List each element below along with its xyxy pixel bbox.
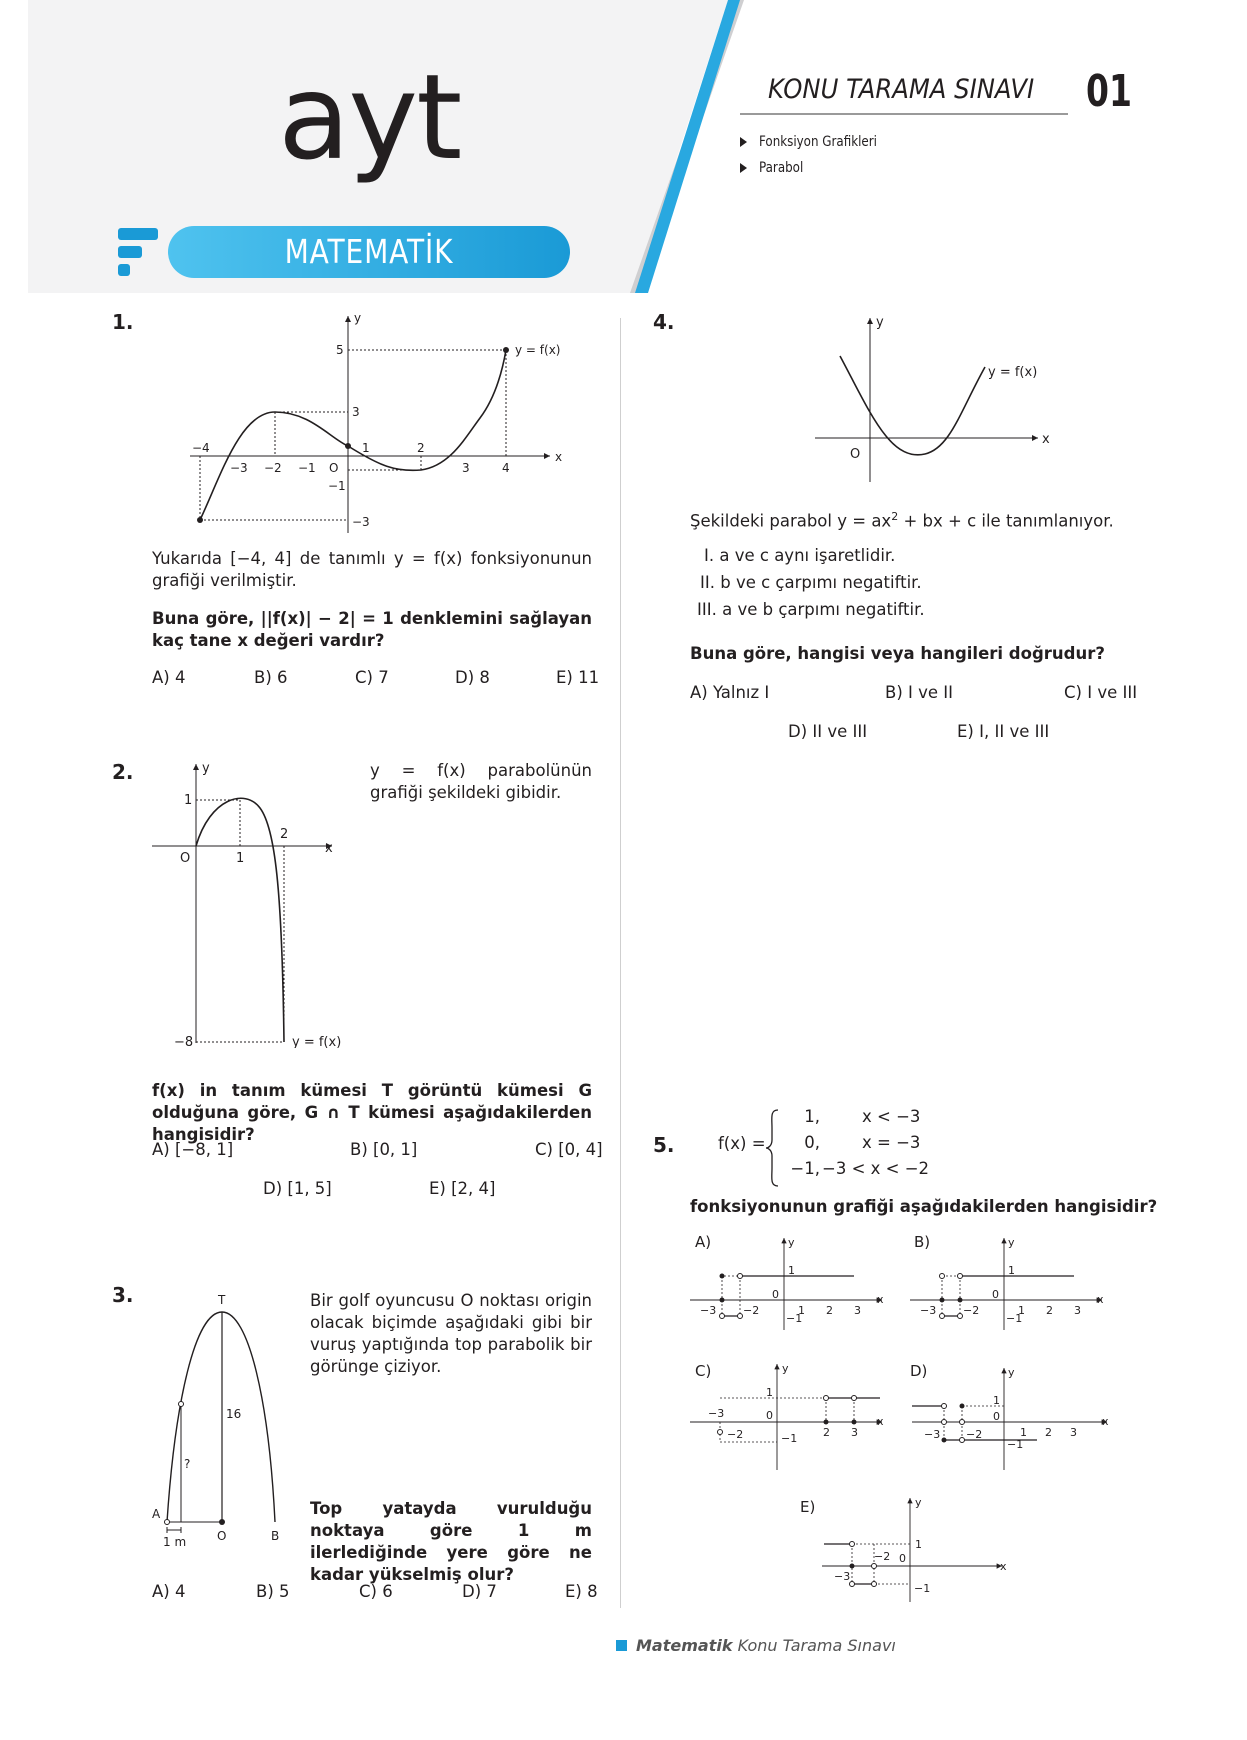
triangle-bullet-icon (740, 137, 747, 147)
svg-text:−3: −3 (700, 1304, 717, 1317)
brand-logo: ayt (278, 48, 461, 186)
q1-question: Buna göre, ||f(x)| − 2| = 1 denklemini sağlayan kaç tane x değeri vardır? (152, 609, 592, 650)
option-e[interactable]: E) [2, 4] (429, 1179, 496, 1198)
option-c[interactable]: C) 7 (355, 668, 389, 687)
q5-question: fonksiyonunun grafiği aşağıdakilerden hangisidir? (690, 1197, 1158, 1216)
triangle-bullet-icon (740, 163, 747, 173)
case-value: 0, (804, 1133, 820, 1152)
question-number: 4. (653, 310, 675, 334)
svg-text:−3: −3 (924, 1428, 941, 1441)
svg-text:−3: −3 (352, 515, 370, 529)
q4-question: Buna göre, hangisi veya hangileri doğrudur? (690, 644, 1105, 663)
option-a[interactable]: A) 4 (152, 668, 186, 687)
svg-text:x: x (1102, 1415, 1109, 1428)
svg-text:−2: −2 (966, 1428, 983, 1441)
topic-list (740, 130, 898, 180)
case-condition: −3 < x < −2 (822, 1159, 930, 1178)
svg-text:3: 3 (352, 405, 360, 419)
option-a-graph[interactable] (690, 1236, 890, 1332)
svg-text:3: 3 (1074, 1304, 1081, 1317)
exam-title: KONU TARAMA SINAVI (768, 74, 1035, 105)
q2-graph (150, 758, 350, 1048)
question-number: 5. (653, 1133, 675, 1157)
statement-2: II. b ve c çarpımı negatiftir. (700, 573, 922, 592)
svg-text:1: 1 (915, 1538, 922, 1551)
svg-text:y: y (1008, 1236, 1015, 1249)
svg-text:−3: −3 (708, 1407, 725, 1420)
svg-text:1: 1 (788, 1264, 795, 1277)
option-d[interactable]: D) II ve III (788, 722, 868, 741)
footer-square-icon (616, 1640, 627, 1651)
svg-text:2: 2 (417, 441, 425, 455)
option-c-label[interactable]: C) (695, 1362, 712, 1380)
statement-1: I. a ve c aynı işaretlidir. (704, 546, 896, 565)
brand-mark-icon (118, 228, 160, 278)
q1-graph (180, 308, 580, 538)
column-divider (620, 318, 621, 1608)
title-underline (740, 113, 1068, 115)
q3-graph (145, 1282, 305, 1552)
svg-text:y: y (1008, 1366, 1015, 1379)
q1-text: Yukarıda [−4, 4] de tanımlı y = f(x) fonksiyonunun grafiği verilmiştir. (152, 549, 592, 590)
svg-text:x: x (877, 1293, 884, 1306)
svg-text:16: 16 (226, 1407, 242, 1421)
svg-text:−3: −3 (920, 1304, 937, 1317)
svg-text:−1: −1 (298, 461, 316, 475)
option-e[interactable]: E) 11 (556, 668, 600, 687)
svg-text:−2: −2 (874, 1550, 891, 1563)
option-b[interactable]: B) I ve II (885, 683, 954, 702)
svg-text:1: 1 (236, 851, 245, 866)
footer-text: Matematik Konu Tarama Sınavı (636, 1636, 896, 1655)
svg-text:−3: −3 (230, 461, 248, 475)
svg-text:−1: −1 (786, 1312, 803, 1325)
svg-text:2: 2 (1045, 1426, 1052, 1439)
svg-text:x: x (1000, 1560, 1007, 1573)
svg-text:−1: −1 (781, 1432, 798, 1445)
option-d-label[interactable]: D) (910, 1362, 928, 1380)
option-c[interactable]: C) [0, 4] (535, 1140, 603, 1159)
option-b[interactable]: B) 5 (256, 1582, 290, 1601)
svg-text:x: x (877, 1415, 884, 1428)
svg-text:−1: −1 (1007, 1438, 1024, 1451)
x-axis-label: x (555, 450, 563, 464)
svg-text:y: y (915, 1496, 922, 1509)
option-d-graph[interactable] (912, 1362, 1122, 1472)
svg-text:−2: −2 (264, 461, 282, 475)
svg-text:−2: −2 (743, 1304, 760, 1317)
option-e-graph[interactable] (822, 1494, 1012, 1604)
svg-text:T: T (218, 1293, 226, 1307)
curve-label: y = f(x) (515, 343, 561, 357)
svg-text:1: 1 (184, 793, 193, 808)
option-b-label[interactable]: B) (914, 1233, 931, 1251)
svg-text:−2: −2 (963, 1304, 980, 1317)
svg-text:1: 1 (766, 1386, 773, 1399)
option-a[interactable]: A) [−8, 1] (152, 1140, 234, 1159)
svg-text:1 m: 1 m (163, 1535, 187, 1549)
case-condition: x < −3 (862, 1107, 921, 1126)
svg-text:B: B (271, 1529, 280, 1543)
svg-text:−2: −2 (727, 1428, 744, 1441)
option-e-label[interactable]: E) (800, 1498, 816, 1516)
option-e[interactable]: E) 8 (565, 1582, 598, 1601)
case-value: −1, (790, 1159, 820, 1178)
option-c-graph[interactable] (690, 1362, 890, 1472)
svg-text:y: y (876, 315, 884, 330)
svg-text:4: 4 (502, 461, 510, 475)
option-d[interactable]: D) 8 (455, 668, 490, 687)
topic-item: Parabol (740, 156, 898, 180)
case-value: 1, (804, 1107, 820, 1126)
svg-text:0: 0 (993, 1410, 1000, 1423)
svg-text:1: 1 (1018, 1304, 1025, 1317)
option-a-label[interactable]: A) (695, 1233, 712, 1251)
subject-label: MATEMATİK (284, 232, 454, 271)
svg-text:y = f(x): y = f(x) (988, 365, 1038, 380)
svg-text:−1: −1 (1006, 1312, 1023, 1325)
statement-3: III. a ve b çarpımı negatiftir. (697, 600, 925, 619)
function-label: f(x) = (718, 1134, 766, 1153)
svg-text:0: 0 (992, 1288, 999, 1301)
svg-text:2: 2 (280, 827, 289, 842)
topic-item: Fonksiyon Grafikleri (740, 130, 898, 154)
svg-text:O: O (850, 447, 861, 462)
q3-text: Bir golf oyuncusu O noktası origin olacak biçimde aşağıdaki gibi bir vuruş yaptığında top parabolik bir görünge çiziyor. (310, 1291, 592, 1376)
option-b-graph[interactable] (910, 1236, 1110, 1332)
svg-text:3: 3 (1070, 1426, 1077, 1439)
svg-text:3: 3 (854, 1304, 861, 1317)
q2-question: f(x) in tanım kümesi T görüntü kümesi G olduğuna göre, G ∩ T kümesi aşağıdakilerden hangisidir? (152, 1081, 592, 1144)
option-a[interactable]: A) Yalnız I (690, 683, 770, 702)
svg-text:x: x (1042, 432, 1050, 447)
y-axis-label: y (354, 311, 362, 325)
svg-text:0: 0 (899, 1552, 906, 1565)
svg-text:?: ? (184, 1457, 191, 1471)
svg-text:x: x (1097, 1293, 1104, 1306)
svg-text:x: x (325, 841, 333, 856)
svg-text:O: O (217, 1529, 227, 1543)
svg-text:3: 3 (462, 461, 470, 475)
option-e[interactable]: E) I, II ve III (957, 722, 1050, 741)
svg-text:0: 0 (772, 1288, 779, 1301)
option-a[interactable]: A) 4 (152, 1582, 186, 1601)
svg-text:−4: −4 (192, 441, 210, 455)
svg-text:A: A (152, 1507, 161, 1521)
case-condition: x = −3 (862, 1133, 921, 1152)
svg-text:2: 2 (823, 1426, 830, 1439)
svg-text:y: y (782, 1362, 789, 1375)
question-number: 2. (112, 760, 134, 784)
svg-text:2: 2 (1046, 1304, 1053, 1317)
q4-text: Şekildeki parabol $y = ax^2$ + bx + c ile tanımlanıyor. (690, 510, 1114, 531)
svg-text:1: 1 (798, 1304, 805, 1317)
svg-text:3: 3 (851, 1426, 858, 1439)
svg-text:y = f(x): y = f(x) (292, 1035, 342, 1048)
option-d[interactable]: D) [1, 5] (263, 1179, 332, 1198)
svg-text:5: 5 (336, 343, 344, 357)
svg-text:−8: −8 (174, 1035, 194, 1048)
svg-text:1: 1 (993, 1394, 1000, 1407)
svg-text:1: 1 (362, 441, 370, 455)
origin-label: O (329, 461, 339, 475)
svg-text:y: y (202, 761, 210, 776)
svg-text:y: y (788, 1236, 795, 1249)
exam-number: 01 (1086, 66, 1132, 117)
option-c[interactable]: C) 6 (359, 1582, 393, 1601)
q3-question: Top yatayda vurulduğu noktaya göre 1 m ilerlediğinde yere göre ne kadar yükselmiş olur? (310, 1499, 592, 1584)
svg-text:1: 1 (1020, 1426, 1027, 1439)
option-d[interactable]: D) 7 (462, 1582, 497, 1601)
q4-graph (810, 312, 1060, 487)
svg-text:O: O (180, 851, 191, 866)
question-number: 3. (112, 1283, 134, 1307)
svg-text:−1: −1 (914, 1582, 931, 1595)
svg-text:1: 1 (1008, 1264, 1015, 1277)
q2-text: y = f(x) parabolünün grafiği şekildeki gibidir. (370, 761, 592, 802)
svg-text:2: 2 (826, 1304, 833, 1317)
svg-text:0: 0 (766, 1409, 773, 1422)
option-b[interactable]: B) [0, 1] (350, 1140, 418, 1159)
option-b[interactable]: B) 6 (254, 668, 288, 687)
option-c[interactable]: C) I ve III (1064, 683, 1138, 702)
question-number: 1. (112, 310, 134, 334)
svg-text:−1: −1 (328, 479, 346, 493)
svg-text:−3: −3 (834, 1570, 851, 1583)
